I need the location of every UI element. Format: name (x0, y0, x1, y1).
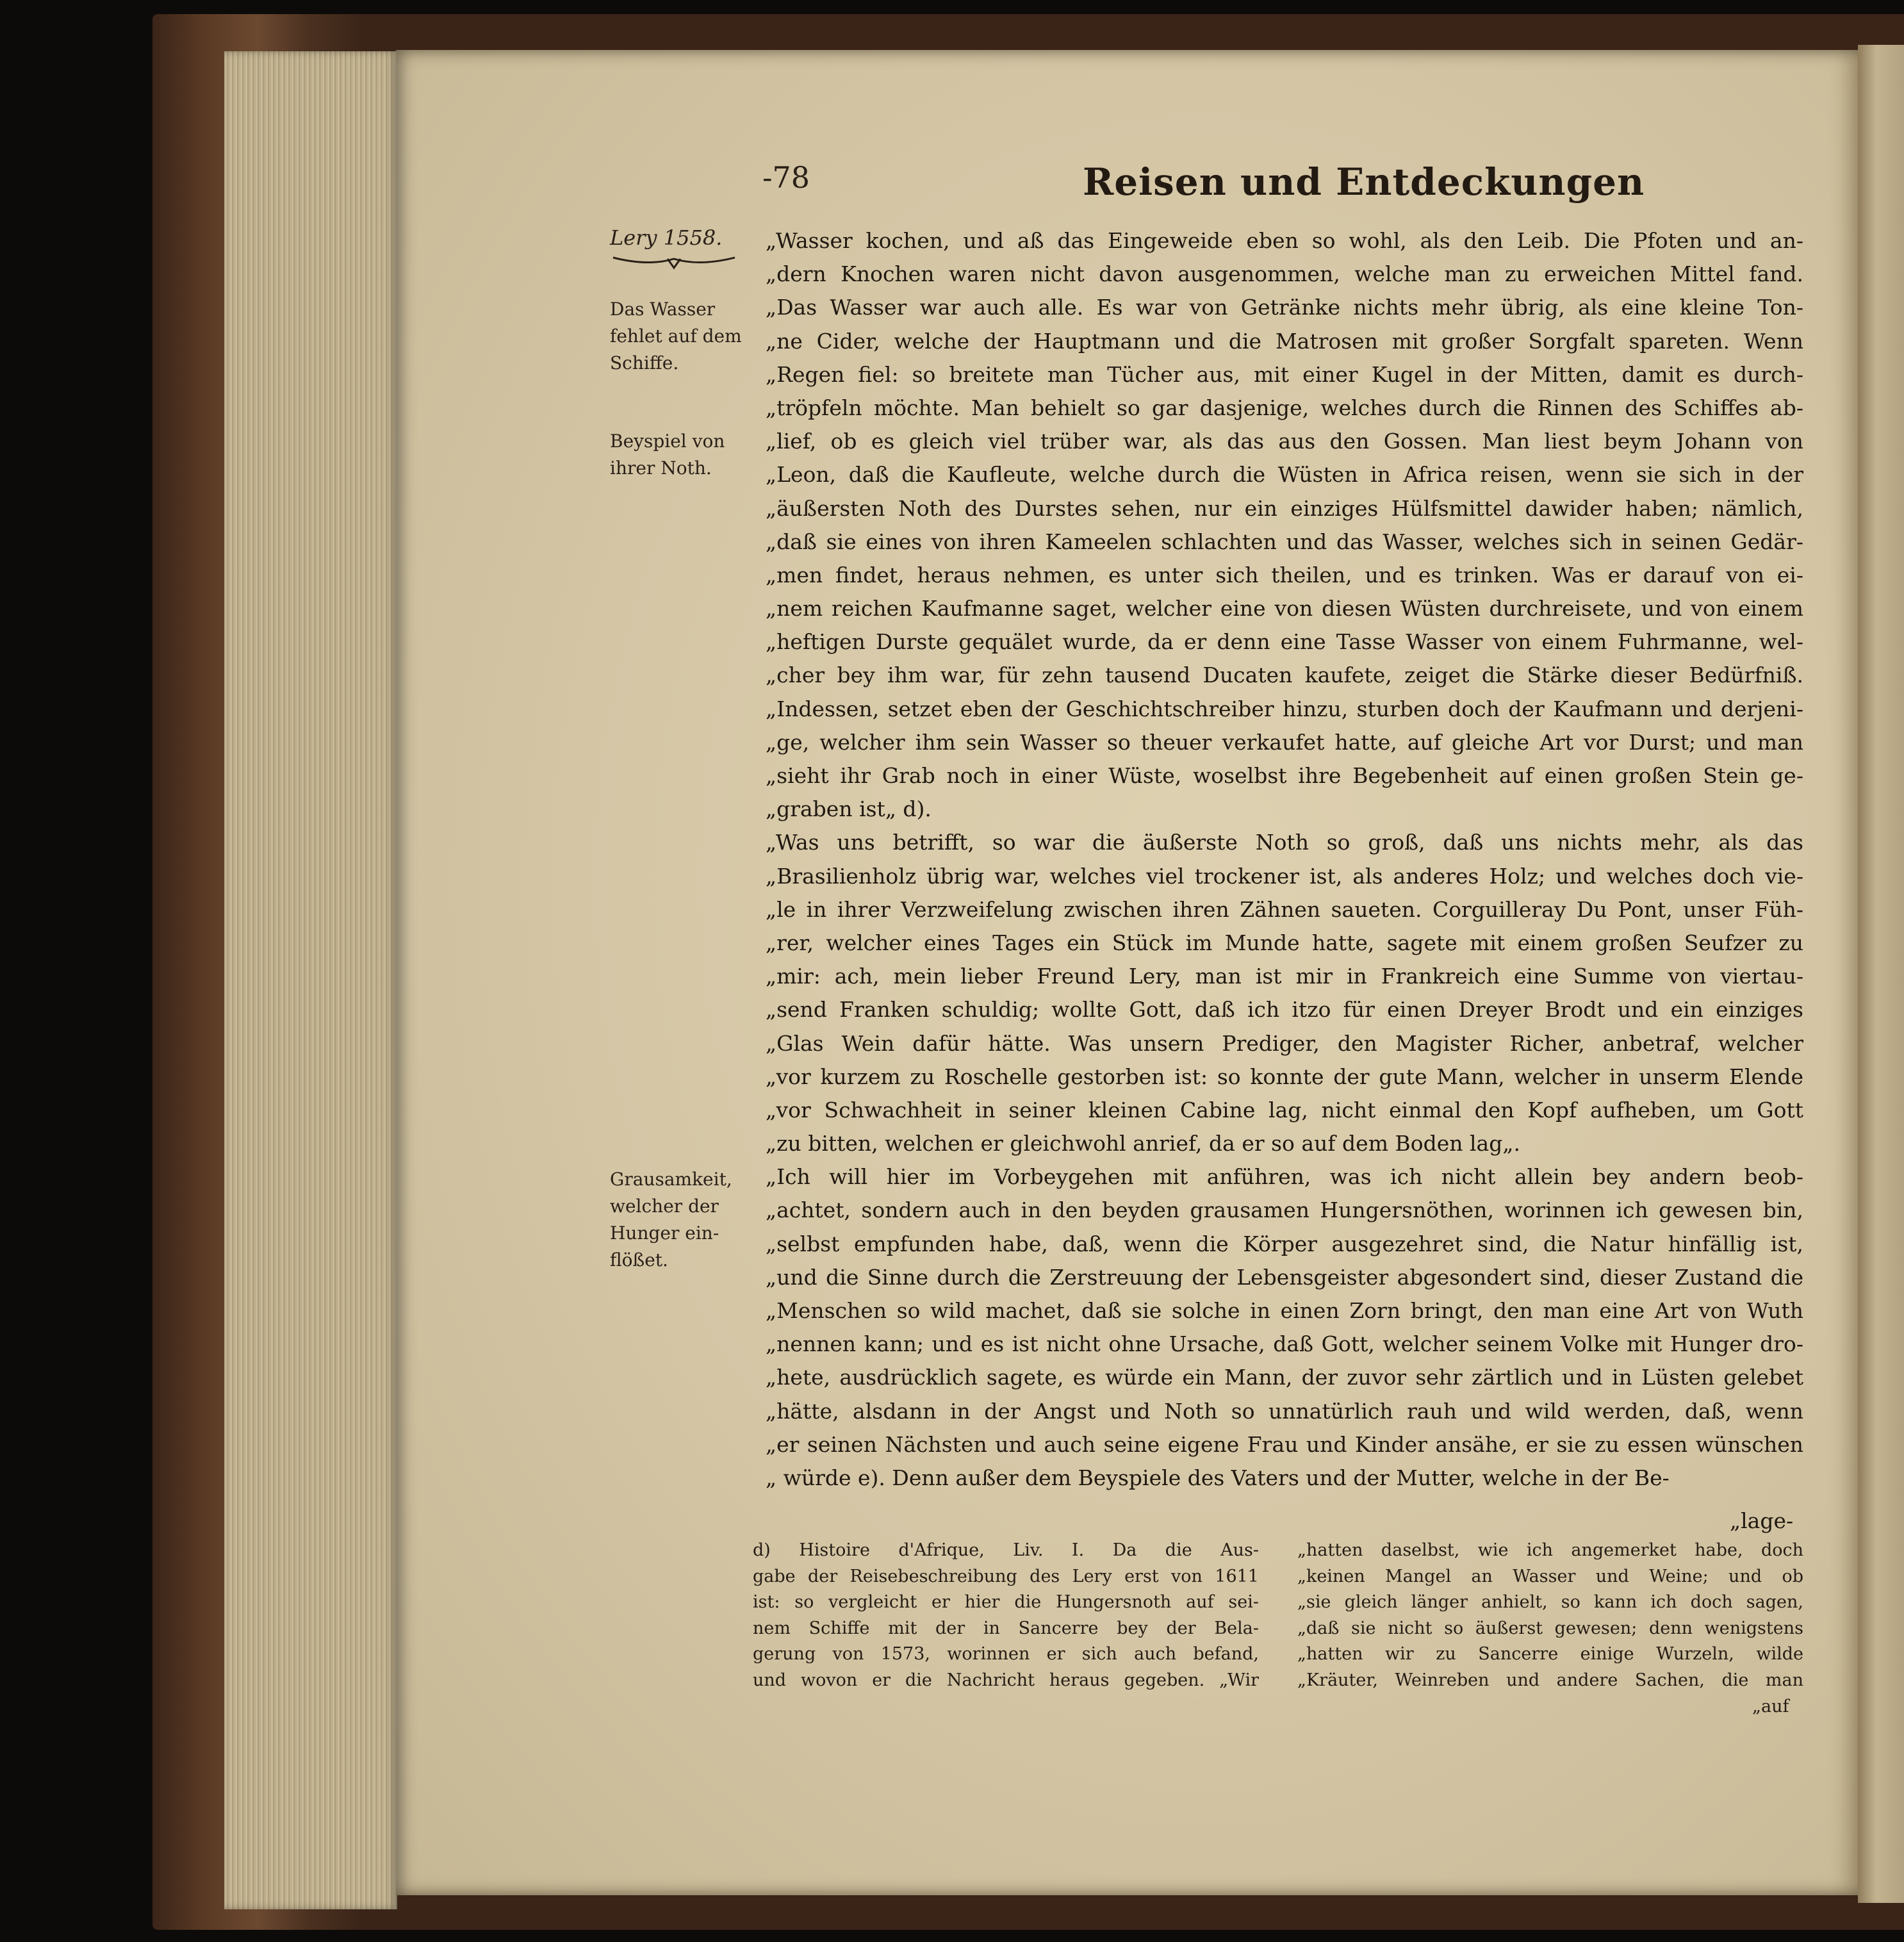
text-line: „Kräuter, Weinreben und andere Sachen, die man (1297, 1670, 1803, 1690)
text-line: „selbst empfunden habe, daß, wenn die Körper ausgezehret sind, die Natur hinfällig ist, (766, 1231, 1803, 1256)
text-line: „daß sie eines von ihren Kameelen schlachten und das Wasser, welches sich in seinen Gedär- (766, 529, 1803, 554)
text-line: „achtet, sondern auch in den beyden grausamen Hungersnöthen, worinnen ich gewesen bin, (766, 1197, 1803, 1223)
text-line: „send Franken schuldig; wollte Gott, daß ich itzo für einen Dreyer Brodt und ein einziges (766, 997, 1803, 1023)
text-line: „Ich will hier im Vorbeygehen mit anführen, was ich nicht allein bey andern beob- (766, 1164, 1803, 1190)
text-line: „Was uns betrifft, so war die äußerste Noth so groß, daß uns nichts mehr, als das (766, 830, 1803, 855)
footnote-left-column (753, 1538, 1259, 1693)
next-page-edge (1858, 45, 1904, 1903)
ornament-flourish (610, 252, 738, 272)
text-line: „er seinen Nächsten und auch seine eigene Frau und Kinder ansähe, er sie zu essen wünschen (766, 1431, 1803, 1457)
text-line: „heftigen Durste gequälet wurde, da er denn eine Tasse Wasser von einem Fuhrmanne, wel- (766, 629, 1803, 655)
margin-note-water: Das Wasser fehlet auf dem Schiffe. (610, 299, 742, 374)
text-line: „zu bitten, welchen er gleichwohl anrief, da er so auf dem Boden lag„. (766, 1131, 1520, 1156)
text-line: „Wasser kochen, und aß das Eingeweide eben so wohl, als den Leib. Die Pfoten und an- (766, 228, 1803, 253)
text-line: „Regen fiel: so breitete man Tücher aus, mit einer Kugel in der Mitten, damit es durch- (766, 361, 1803, 387)
text-line: „sieht ihr Grab noch in einer Wüste, woselbst ihre Begebenheit auf einen großen Stein ge- (766, 763, 1803, 788)
text-line: „Leon, daß die Kaufleute, welche durch die Wüsten in Africa reisen, wenn sie sich in der (766, 462, 1803, 488)
text-line: ist: so vergleicht er hier die Hungersnoth auf sei- (753, 1592, 1259, 1612)
text-line: „keinen Mangel an Wasser und Weine; und ob (1297, 1566, 1803, 1586)
text-line: „men findet, heraus nehmen, es unter sich theilen, und es trinken. Was er darauf von ei- (766, 562, 1803, 588)
text-line: „ne Cider, welche der Hauptmann und die Matrosen mit großer Sorgfalt spareten. Wenn (766, 328, 1803, 354)
text-line: gabe der Reisebeschreibung des Lery erst von 1611 (753, 1566, 1259, 1586)
margin-note-example: Beyspiel von ihrer Noth. (610, 431, 725, 479)
text-line: „Menschen so wild machet, daß sie solche in einen Zorn bringt, den man eine Art von Wuth (766, 1298, 1803, 1323)
text-line: und wovon er die Nachricht heraus gegeben. „Wir (753, 1670, 1259, 1690)
text-line: „rer, welcher eines Tages ein Stück im Munde hatte, sagete mit einem großen Seufzer zu (766, 930, 1803, 955)
text-line: „ge, welcher ihm sein Wasser so theuer verkaufet hatte, auf gleiche Art vor Durst; und man (766, 729, 1803, 755)
footnote-right-column (1297, 1538, 1803, 1693)
text-line: „hatten daselbst, wie ich angemerket habe, doch (1297, 1540, 1803, 1560)
text-line: „hatten wir zu Sancerre einige Wurzeln, wilde (1297, 1644, 1803, 1664)
text-line: d) Histoire d'Afrique, Liv. I. Da die Aus- (753, 1540, 1259, 1560)
text-line: „nennen kann; und es ist nicht ohne Ursache, daß Gott, welcher seinem Volke mit Hunger dro- (766, 1331, 1803, 1357)
text-line: „lief, ob es gleich viel trüber war, als das aus den Gossen. Man liest beym Johann von (766, 429, 1803, 454)
text-line: „und die Sinne durch die Zerstreuung der Lebensgeister abgesondert sind, dieser Zustand die (766, 1264, 1803, 1290)
running-title: Reisen und Entdeckungen (1083, 160, 1645, 204)
text-line: „vor Schwachheit in seiner kleinen Cabine lag, nicht einmal den Kopf aufheben, um Gott (766, 1097, 1803, 1123)
text-line: „cher bey ihm war, für zehn tausend Ducaten kaufete, zeiget die Stärke dieser Bedürfniß. (766, 662, 1803, 688)
margin-note-year: Lery 1558. (610, 226, 723, 250)
text-line: „hätte, alsdann in der Angst und Noth so unnatürlich rauh und wild werden, daß, wenn (766, 1398, 1803, 1424)
text-line: nem Schiffe mit der in Sancerre bey der Bela- (753, 1618, 1259, 1638)
text-line: „tröpfeln möchte. Man behielt so gar dasjenige, welches durch die Rinnen des Schiffes ab- (766, 395, 1803, 420)
text-line: „äußersten Noth des Durstes sehen, nur ein einziges Hülfsmittel dawider haben; nämlich, (766, 495, 1803, 521)
text-line: „Das Wasser war auch alle. Es war von Getränke nichts mehr übrig, als eine kleine Ton- (766, 295, 1803, 320)
main-text-block (766, 224, 1803, 1495)
text-line: „graben ist„ d). (766, 796, 931, 822)
text-line: „Glas Wein dafür hätte. Was unsern Prediger, den Magister Richer, anbetraf, welcher (766, 1030, 1803, 1056)
text-line: „nem reichen Kaufmanne saget, welcher eine von diesen Wüsten durchreisete, und von einem (766, 596, 1803, 621)
text-line: „mir: ach, mein lieber Freund Lery, man ist mir in Frankreich eine Summe von viertau- (766, 964, 1803, 989)
margin-note-cruelty: Grausamkeit, welcher der Hunger ein-flößet. (610, 1169, 732, 1271)
text-line: „vor kurzem zu Roschelle gestorben ist: so konnte der gute Mann, welcher in unserm Elende (766, 1064, 1803, 1089)
text-line: „sie gleich länger anhielt, so kann ich doch sagen, (1297, 1592, 1803, 1612)
catchword: „lage- (1730, 1508, 1794, 1533)
text-line: „daß sie nicht so äußerst gewesen; denn wenigstens (1297, 1618, 1803, 1638)
footnote-catchword: „auf (1752, 1697, 1789, 1716)
text-line: „ würde e). Denn außer dem Beyspiele des Vaters und der Mutter, welche in der Be- (766, 1465, 1670, 1490)
text-line: gerung von 1573, worinnen er sich auch befand, (753, 1644, 1259, 1664)
text-line: „Indessen, setzet eben der Geschichtschreiber hinzu, sturben doch der Kaufmann und derjeni- (766, 696, 1803, 721)
text-line: „hete, ausdrücklich sagete, es würde ein Mann, der zuvor sehr zärtlich und in Lüsten gelebet (766, 1365, 1803, 1390)
text-line: „le in ihrer Verzweifelung zwischen ihren Zähnen saueten. Corguilleray Du Pont, unser Füh- (766, 896, 1803, 922)
page-header (762, 160, 1736, 205)
page-edges (224, 51, 397, 1909)
page-number: -78 (762, 160, 810, 195)
text-line: „Brasilienholz übrig war, welches viel trockener ist, als anderes Holz; und welches doch vie- (766, 863, 1803, 889)
text-line: „dern Knochen waren nicht davon ausgenommen, welche man zu erweichen Mittel fand. (766, 261, 1803, 287)
